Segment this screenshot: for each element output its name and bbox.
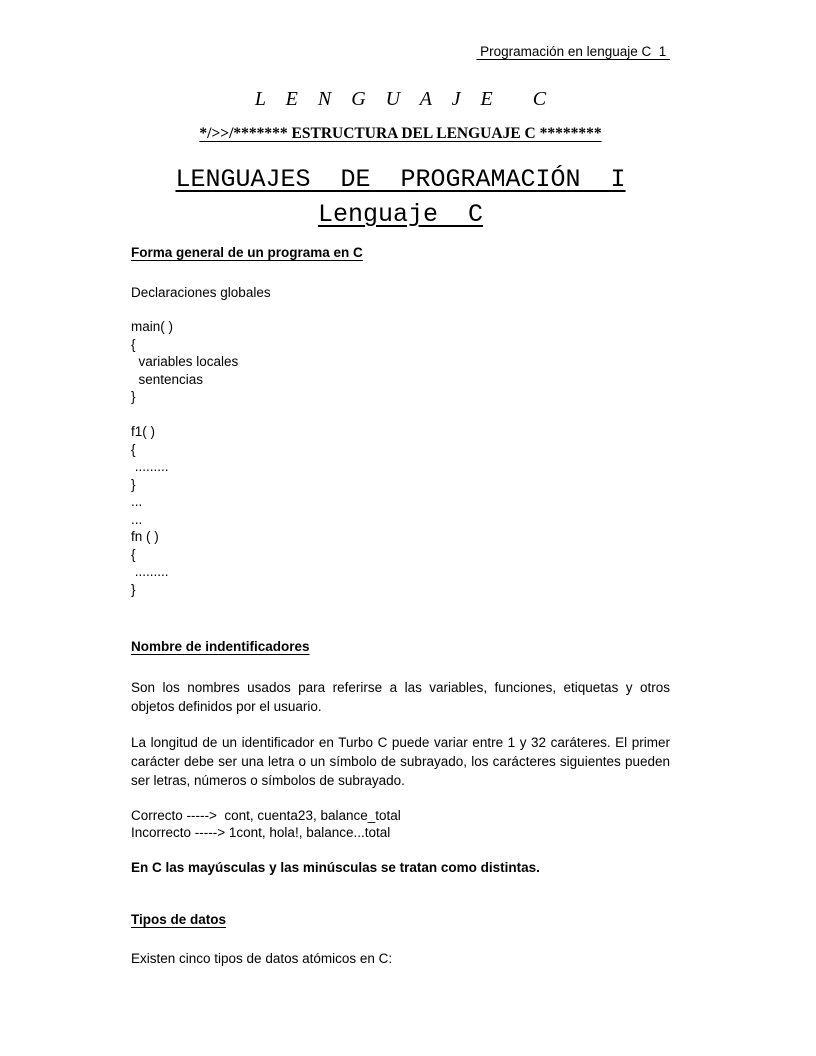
document-title-text: LENGUAJES DE PROGRAMACIÓN I [175, 165, 626, 194]
section-tipos-de-datos [131, 911, 670, 968]
code-line: f1( ) [131, 424, 156, 439]
document-subtitle-text: Lenguaje C [317, 200, 484, 229]
text-tipos-de-datos-intro: Existen cinco tipos de datos atómicos en C: [131, 951, 393, 966]
code-line: variables locales [131, 354, 239, 369]
section-identificadores [131, 638, 670, 877]
spacer [131, 928, 670, 950]
spacer [131, 656, 670, 678]
title-block [131, 163, 670, 232]
code-line: { [131, 546, 136, 562]
code-line: ......... [131, 564, 169, 579]
heading-forma-general-wrap [131, 244, 670, 262]
code-line: ......... [131, 459, 169, 474]
code-line: } [131, 581, 136, 597]
document-body [131, 244, 670, 968]
paragraph-identificadores-2: La longitud de un identificador en Turbo C puede variar entre 1 y 32 caráteres. El primer carácter debe ser una letra o un símbolo de subrayado, los carácteres siguientes pueden ser letras, números o símbolos de subrayado. [131, 734, 670, 788]
page-header [131, 43, 670, 60]
code-line: { [131, 441, 136, 457]
example-incorrecto: Incorrecto -----> 1cont, hola!, balance...total [131, 825, 391, 840]
paragraph-identificadores-1: Son los nombres usados para referirse a las variables, funciones, etiquetas y otros objetos definidos por el usuario. [131, 679, 670, 714]
spacer [131, 790, 670, 807]
banner-stars-line [131, 124, 670, 144]
section-forma-general [131, 244, 670, 598]
heading-tipos-de-datos: Tipos de datos [131, 911, 227, 927]
spacer [131, 262, 670, 284]
heading-forma-general: Forma general de un programa en C [131, 245, 363, 260]
code-line-blank [131, 406, 670, 424]
code-line: ... [131, 494, 143, 509]
heading-identificadores: Nombre de indentificadores [131, 639, 310, 654]
document-title [131, 163, 670, 197]
code-line: main( ) [131, 319, 174, 334]
banner-spaced-letters: L E N G U A J E C [254, 88, 547, 110]
banner-stars-text: */>>/******* ESTRUCTURA DEL LENGUAJE C ******** [199, 125, 602, 142]
code-line: } [131, 389, 136, 404]
spacer [131, 301, 670, 318]
code-line: { [131, 336, 136, 352]
note-case-sensitivity: En C las mayúsculas y las minúsculas se tratan como distintas. [131, 859, 540, 875]
spacer [131, 716, 670, 733]
text-declaraciones-globales: Declaraciones globales [131, 284, 271, 300]
heading-identificadores-wrap [131, 638, 670, 656]
code-line: fn ( ) [131, 529, 159, 544]
code-line: } [131, 476, 136, 492]
document-subtitle [131, 198, 670, 232]
spacer [131, 877, 670, 911]
code-line: sentencias [131, 371, 204, 387]
code-line: ... [131, 511, 143, 527]
example-correcto: Correcto -----> cont, cuenta23, balance_total [131, 807, 401, 823]
spacer [131, 598, 670, 638]
page-header-text: Programación en lenguaje C 1 [476, 44, 670, 59]
heading-tipos-de-datos-wrap [131, 911, 670, 929]
spacer [131, 842, 670, 859]
